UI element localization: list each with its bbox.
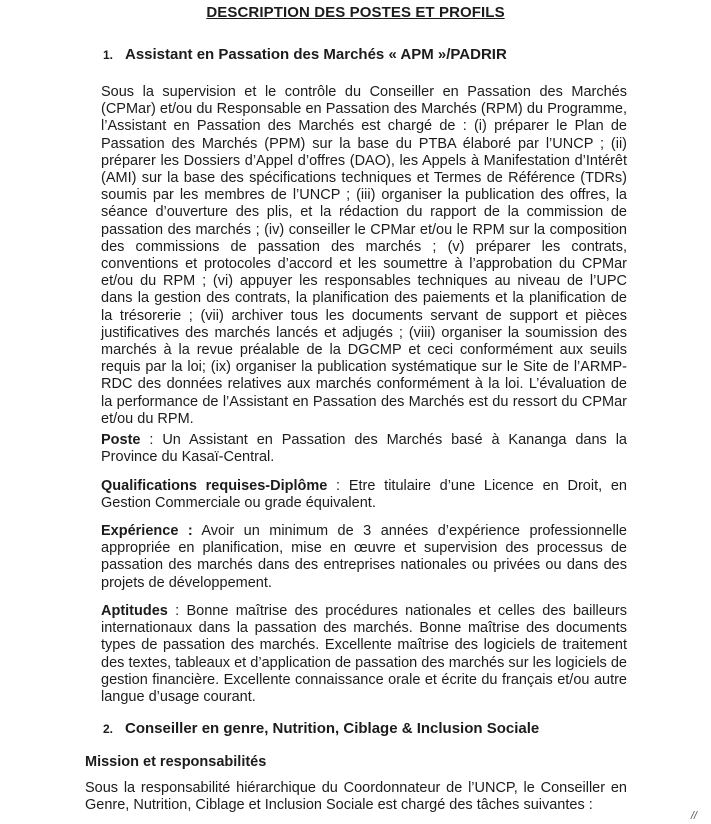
page-title: DESCRIPTION DES POSTES ET PROFILS (206, 4, 505, 21)
experience-text: Avoir un minimum de 3 années d’expérience professionnelle appropriée en planification, mise en œuvre et supervision des processus de passation des marchés dans des entreprises nationales ou privées ou dans des projets de développement. (101, 523, 627, 591)
qualifications-label: Qualifications requises-Diplôme (101, 478, 328, 494)
section-heading-conseiller-genre (103, 720, 539, 737)
section-heading-apm (103, 46, 507, 63)
section-number: 2. (103, 722, 114, 736)
aptitudes-label: Aptitudes (101, 603, 168, 619)
mission-paragraph: Sous la responsabilité hiérarchique du Coordonnateur de l’UNCP, le Conseiller en Genre, Nutrition, Ciblage et Inclusion Sociale est chargé des tâches suivantes : (85, 780, 627, 814)
page-continuation-mark: // (690, 810, 697, 822)
section-title: Conseiller en genre, Nutrition, Ciblage & Inclusion Sociale (125, 720, 540, 737)
mission-heading: Mission et responsabilités (85, 754, 267, 770)
aptitudes-text: : Bonne maîtrise des procédures nationales et celles des bailleurs internationaux dans la passation des marchés. Bonne maîtrise des documents types de passation des marchés. Excellente maîtrise des logiciels de traitement des textes, tableaux et d’application de passation des marchés sur les logiciels de gestion financière. Excellente connaissance orale et écrite du français et/ou autre langue d’usage courant. (101, 603, 627, 706)
experience-label: Expérience : (101, 523, 193, 539)
poste-text: : Un Assistant en Passation des Marchés basé à Kananga dans la Province du Kasaï-Central. (101, 432, 627, 466)
poste-paragraph (101, 432, 627, 466)
apm-description-paragraph: Sous la supervision et le contrôle du Conseiller en Passation des Marchés (CPMar) et/ou du Responsable en Passation des Marchés (RPM) du Programme, l’Assistant en Passation des Marchés est chargé de : (i) préparer le Plan de Passation des Marchés (PPM) sur la base du PTBA élaboré par l’UNCP ; (ii) préparer les Dossiers d’Appel d’offres (DAO), les Appels à Manifestation d’Intérêt (AMI) sur la base des spécifications techniques et Termes de Référence (TDRs) soumis par les membres de l’UNCP ; (iii) organiser la publication des offres, la séance d’ouverture des plis, et la rédaction du rapport de la commission de passation des marchés ; (iv) conseiller le CPMar et/ou le RPM sur la composition des commissions de passation des marchés ; (v) préparer les contrats, conventions et protocoles d’accord et les soumettre à l’approbation du CPMar et/ou du RPM ; (vi) appuyer les responsables techniques au niveau de l’UPC dans la gestion des contrats, la planification des paiements et la planification de la trésorerie ; (vii) archiver tous les documents servant de support et pièces justificatives des marchés lancés et adjugés ; (viii) organiser la soumission des marchés à la revue préalable de la DGCMP et ceci conformément aux seuils requis par la loi; (ix) organiser la publication systématique sur le Site de l’ARMP-RDC des données relatives aux marchés conformément à la loi. L’évaluation de la performance de l’Assistant en Passation des Marchés est du ressort du CPMar et/ou du RPM. (101, 84, 627, 427)
experience-paragraph (101, 523, 627, 592)
section-title: Assistant en Passation des Marchés « APM »/PADRIR (125, 46, 507, 63)
section-number: 1. (103, 48, 114, 62)
aptitudes-paragraph (101, 603, 627, 706)
qualifications-paragraph (101, 478, 627, 512)
qualifications-text: : Etre titulaire d’une Licence en Droit, en Gestion Commerciale ou grade équivalent. (101, 478, 627, 512)
poste-label: Poste (101, 432, 141, 448)
